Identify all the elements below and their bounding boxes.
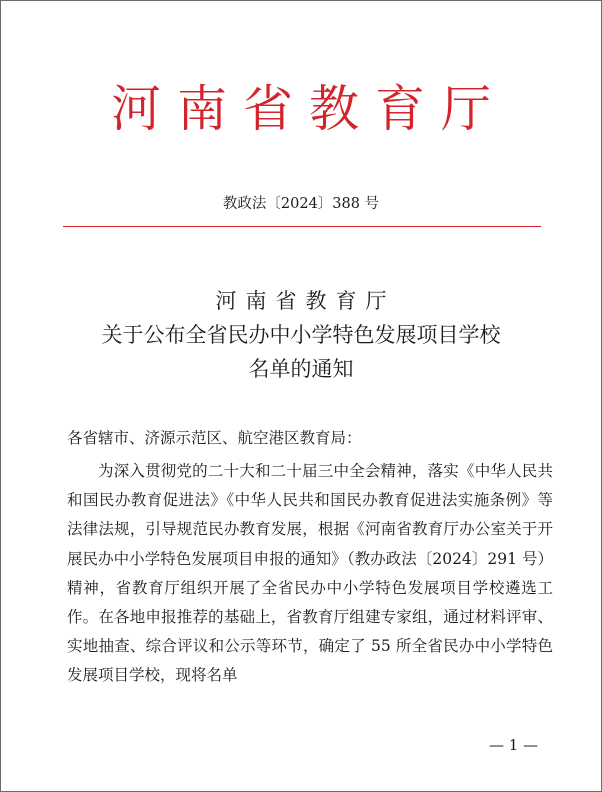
title-line-3: 名单的通知 [248,357,354,381]
page-number: — 1 — [489,736,539,754]
header-divider [63,226,541,227]
document-number: 教政法〔2024〕388 号 [222,196,380,212]
title-line-1: 河南省教育厅 [215,289,396,313]
body-paragraph: 为深入贯彻党的二十大和二十届三中全会精神，落实《中华人民共和国民办教育促进法》《中华人民共和国民办教育促进法实施条例》等法律法规，引导规范民办教育发展，根据《河南省教育厅办公室关于开展民办中小学特色发展项目申报的通知》（教办政法〔2024〕291 号）精神，省教育厅组织开展了全省民办中小学特色发展项目学校遴选工作。在各地申报推荐的基础上，省教育厅组建专家组，通过材料评审、实地抽查、综合评议和公示等环节，确定了 55 所全省民办中小学特色发展项目学校，现将名单 [67,462,553,685]
title-line-2: 关于公布全省民办中小学特色发展项目学校 [101,323,501,347]
salutation: 各省辖市、济源示范区、航空港区教育局： [67,429,362,447]
document-title [1,284,601,386]
agency-header: 河南省教育厅 [111,80,507,138]
